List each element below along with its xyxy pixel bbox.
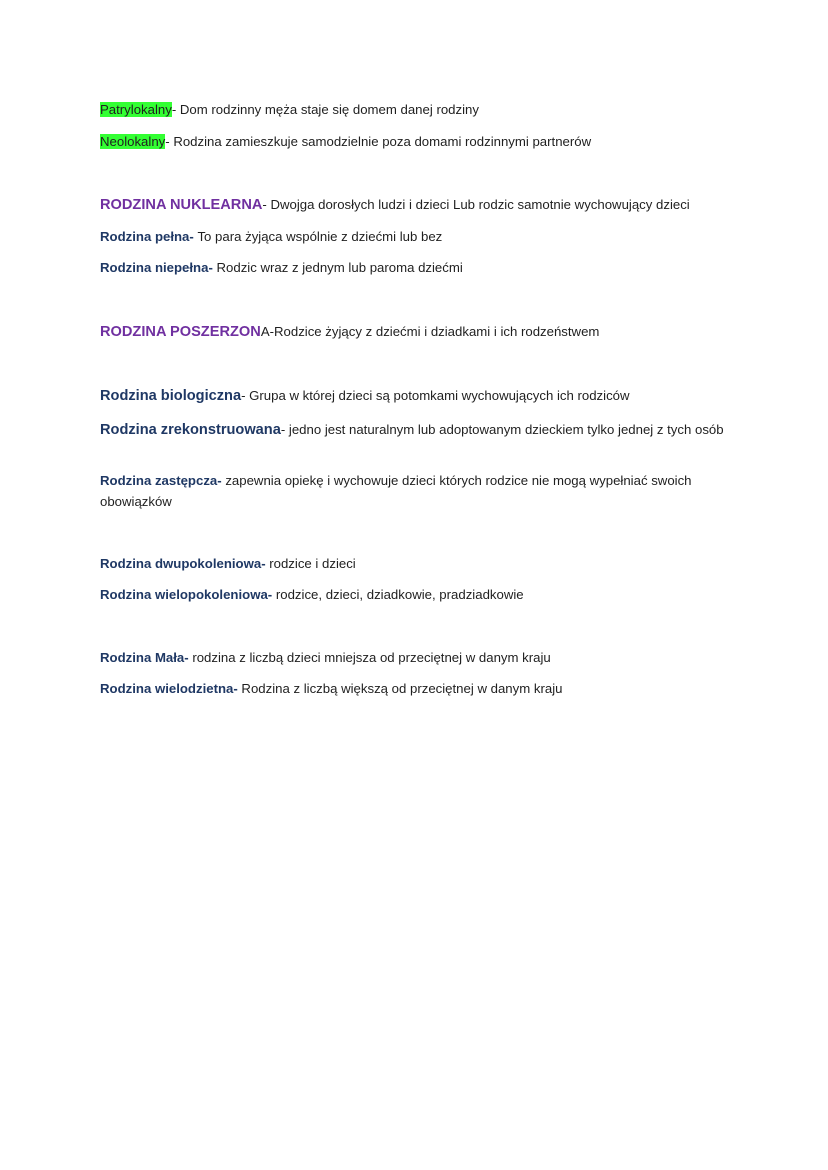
- definition-text: rodzina z liczbą dzieci mniejsza od przeciętnej w danym kraju: [192, 650, 551, 665]
- definition-rodzina-mala: [100, 647, 730, 668]
- definition-rodzina-poszerzona: [100, 321, 730, 343]
- definition-term: Rodzina Mała: [100, 650, 185, 665]
- definition-rodzina-zrekonstruowana: [100, 419, 730, 441]
- definition-term: Rodzina niepełna: [100, 260, 209, 275]
- definition-separator: -: [262, 197, 271, 212]
- definition-separator: -: [280, 422, 289, 437]
- definition-text: Rodzic wraz z jednym lub paroma dziećmi: [216, 260, 463, 275]
- definition-separator: -: [208, 260, 217, 275]
- definition-text: jedno jest naturalnym lub adoptowanym dzieckiem tylko jednej z tych osób: [288, 422, 724, 437]
- definition-term: Rodzina biologiczna: [100, 388, 242, 404]
- definition-term: Rodzina dwupokoleniowa: [100, 556, 262, 571]
- definition-term: Rodzina wielodzietna: [100, 681, 234, 696]
- definition-separator: -: [189, 229, 198, 244]
- definition-rodzina-zastepcza: [100, 470, 730, 512]
- definition-text: Dwojga dorosłych ludzi i dzieci Lub rodzic samotnie wychowujący dzieci: [270, 197, 690, 212]
- definition-rodzina-wielopokoleniowa: [100, 584, 730, 605]
- definition-separator: -: [267, 587, 276, 602]
- definition-text: Grupa w której dzieci są potomkami wychowujących ich rodziców: [249, 388, 630, 403]
- definition-term: Rodzina zastępcza: [100, 473, 218, 488]
- definition-separator: -: [233, 681, 242, 696]
- definition-separator: -: [184, 650, 193, 665]
- definition-term: Rodzina wielopokoleniowa: [100, 587, 268, 602]
- definition-separator: -: [165, 134, 174, 149]
- definition-rodzina-niepelna: [100, 257, 730, 278]
- definition-text: zapewnia opiekę i wychowuje dzieci których rodzice nie mogą wypełniać swoich obowiązków: [100, 473, 692, 509]
- definition-separator: -: [171, 102, 180, 117]
- definition-term: Patrylokalny: [100, 102, 172, 117]
- definition-separator: -: [241, 388, 250, 403]
- definition-text: rodzice, dzieci, dziadkowie, pradziadkowie: [275, 587, 524, 602]
- definition-rodzina-biologiczna: [100, 385, 730, 407]
- definition-separator: -: [261, 556, 270, 571]
- definition-patrylokalny: [100, 99, 730, 120]
- definition-text: To para żyjąca wspólnie z dziećmi lub bez: [197, 229, 443, 244]
- definition-term: RODZINA POSZERZON: [100, 324, 261, 340]
- definition-text: Dom rodzinny męża staje się domem danej rodziny: [179, 102, 479, 117]
- definition-neolokalny: [100, 131, 730, 152]
- definition-text: Rodzina z liczbą większą od przeciętnej w danym kraju: [241, 681, 563, 696]
- definition-text: Rodzina zamieszkuje samodzielnie poza domami rodzinnymi partnerów: [173, 134, 592, 149]
- definition-term: Rodzina zrekonstruowana: [100, 422, 281, 438]
- definition-rodzina-pelna: [100, 226, 730, 247]
- definition-text: rodzice i dzieci: [269, 556, 356, 571]
- definition-separator: -: [217, 473, 226, 488]
- definition-rodzina-dwupokoleniowa: [100, 553, 730, 574]
- definition-term: Neolokalny: [100, 134, 166, 149]
- definition-term: Rodzina pełna: [100, 229, 190, 244]
- definition-rodzina-nuklearna: [100, 194, 730, 216]
- definition-text: A-Rodzice żyjący z dziećmi i dziadkami i ich rodzeństwem: [260, 324, 600, 339]
- definition-term: RODZINA NUKLEARNA: [100, 197, 263, 213]
- definition-rodzina-wielodzietna: [100, 678, 730, 699]
